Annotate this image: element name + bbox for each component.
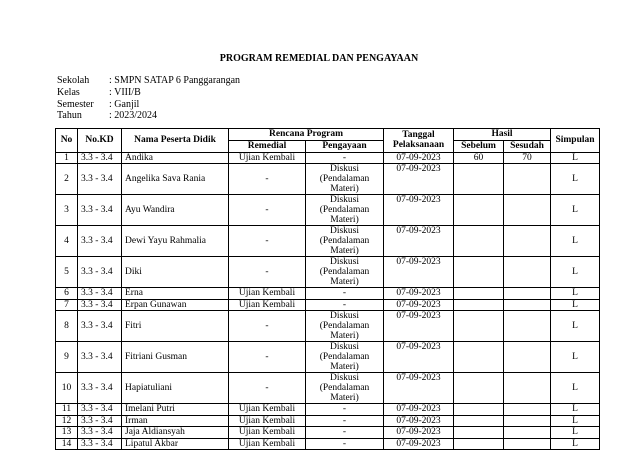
cell-after [504, 427, 551, 439]
cell-date: 07-09-2023 [384, 195, 454, 226]
table-row [56, 404, 600, 416]
header-after: Sesudah [504, 141, 551, 153]
cell-before [454, 404, 504, 416]
info-label: Kelas [57, 86, 80, 98]
cell-date: 07-09-2023 [384, 299, 454, 311]
cell-enrichment: - [306, 438, 384, 450]
cell-remedial: Ujian Kembali [229, 288, 306, 300]
header-kd: No.KD [78, 129, 122, 153]
cell-remedial: - [229, 226, 306, 257]
header-enrichment: Pengayaan [306, 141, 384, 153]
cell-after [504, 438, 551, 450]
cell-after [504, 373, 551, 404]
info-row-class [57, 87, 240, 99]
cell-remedial: - [229, 164, 306, 195]
table-row [56, 299, 600, 311]
cell-no: 6 [56, 288, 78, 300]
cell-name: Hapiatuliani [122, 373, 229, 404]
cell-after [504, 257, 551, 288]
cell-remedial: Ujian Kembali [229, 415, 306, 427]
cell-before [454, 226, 504, 257]
cell-before [454, 311, 504, 342]
cell-no: 11 [56, 404, 78, 416]
cell-kd: 3.3 - 3.4 [78, 311, 122, 342]
cell-conclusion: L [551, 288, 600, 300]
table-row [56, 288, 600, 300]
cell-conclusion: L [551, 152, 600, 164]
cell-remedial: Ujian Kembali [229, 152, 306, 164]
remedial-table [55, 128, 600, 450]
info-label: Sekolah [57, 75, 90, 86]
cell-name: Fitri [122, 311, 229, 342]
cell-enrichment: Diskusi (Pendalaman Materi) [306, 311, 384, 342]
cell-after [504, 311, 551, 342]
table-row [56, 164, 600, 195]
table-row [56, 427, 600, 439]
cell-enrichment: - [306, 299, 384, 311]
cell-no: 13 [56, 427, 78, 439]
cell-enrichment: Diskusi (Pendalaman Materi) [306, 164, 384, 195]
cell-no: 1 [56, 152, 78, 164]
info-row-year [57, 110, 240, 122]
cell-conclusion: L [551, 195, 600, 226]
cell-after [504, 415, 551, 427]
info-value: : SMPN SATAP 6 Panggarangan [109, 75, 241, 86]
cell-before [454, 299, 504, 311]
cell-remedial: - [229, 373, 306, 404]
header-name: Nama Peserta Didik [122, 129, 229, 153]
table-row [56, 415, 600, 427]
cell-conclusion: L [551, 427, 600, 439]
cell-after [504, 404, 551, 416]
cell-enrichment: Diskusi (Pendalaman Materi) [306, 226, 384, 257]
cell-date: 07-09-2023 [384, 404, 454, 416]
cell-date: 07-09-2023 [384, 427, 454, 439]
cell-remedial: - [229, 257, 306, 288]
cell-after [504, 195, 551, 226]
cell-kd: 3.3 - 3.4 [78, 257, 122, 288]
cell-name: Ayu Wandira [122, 195, 229, 226]
cell-after [504, 342, 551, 373]
cell-name: Irman [122, 415, 229, 427]
cell-kd: 3.3 - 3.4 [78, 164, 122, 195]
cell-kd: 3.3 - 3.4 [78, 404, 122, 416]
cell-enrichment: - [306, 415, 384, 427]
table-row [56, 311, 600, 342]
cell-date: 07-09-2023 [384, 152, 454, 164]
cell-before [454, 373, 504, 404]
document-title: PROGRAM REMEDIAL DAN PENGAYAAN [219, 53, 419, 64]
cell-no: 9 [56, 342, 78, 373]
cell-no: 7 [56, 299, 78, 311]
cell-kd: 3.3 - 3.4 [78, 342, 122, 373]
header-date-line1: Tanggal [402, 129, 435, 140]
cell-remedial: Ujian Kembali [229, 404, 306, 416]
cell-remedial: Ujian Kembali [229, 427, 306, 439]
cell-before [454, 342, 504, 373]
info-value: : 2023/2024 [109, 110, 158, 122]
cell-kd: 3.3 - 3.4 [78, 427, 122, 439]
cell-before [454, 257, 504, 288]
header-no: No [56, 129, 78, 153]
school-info [57, 75, 240, 122]
info-row-school [57, 75, 240, 87]
cell-date: 07-09-2023 [384, 164, 454, 195]
cell-conclusion: L [551, 438, 600, 450]
table-row [56, 342, 600, 373]
header-before: Sebelum [454, 141, 504, 153]
table-row [56, 226, 600, 257]
cell-before [454, 164, 504, 195]
cell-after [504, 299, 551, 311]
cell-enrichment: - [306, 288, 384, 300]
cell-kd: 3.3 - 3.4 [78, 152, 122, 164]
cell-before [454, 427, 504, 439]
cell-before [454, 195, 504, 226]
cell-kd: 3.3 - 3.4 [78, 195, 122, 226]
header-date-line2: Pelaksanaan [392, 140, 445, 151]
cell-after [504, 226, 551, 257]
cell-no: 12 [56, 415, 78, 427]
cell-date: 07-09-2023 [384, 415, 454, 427]
cell-conclusion: L [551, 311, 600, 342]
info-value: : VIII/B [109, 86, 141, 98]
table-row [56, 438, 600, 450]
cell-name: Angelika Sava Rania [122, 164, 229, 195]
cell-kd: 3.3 - 3.4 [78, 226, 122, 257]
cell-before [454, 288, 504, 300]
table-row [56, 195, 600, 226]
table-row [56, 373, 600, 404]
cell-remedial: - [229, 195, 306, 226]
cell-enrichment: - [306, 427, 384, 439]
cell-date: 07-09-2023 [384, 226, 454, 257]
cell-enrichment: Diskusi (Pendalaman Materi) [306, 373, 384, 404]
cell-conclusion: L [551, 257, 600, 288]
cell-enrichment: - [306, 404, 384, 416]
info-label: Tahun [57, 110, 82, 122]
cell-date: 07-09-2023 [384, 311, 454, 342]
cell-remedial: Ujian Kembali [229, 438, 306, 450]
cell-no: 5 [56, 257, 78, 288]
cell-name: Dewi Yayu Rahmalia [122, 226, 229, 257]
table-row [56, 152, 600, 164]
cell-conclusion: L [551, 164, 600, 195]
cell-name: Andika [122, 152, 229, 164]
cell-conclusion: L [551, 373, 600, 404]
cell-conclusion: L [551, 299, 600, 311]
cell-enrichment: Diskusi (Pendalaman Materi) [306, 195, 384, 226]
cell-date: 07-09-2023 [384, 373, 454, 404]
cell-date: 07-09-2023 [384, 257, 454, 288]
cell-no: 4 [56, 226, 78, 257]
cell-no: 10 [56, 373, 78, 404]
cell-no: 2 [56, 164, 78, 195]
cell-after [504, 164, 551, 195]
cell-no: 8 [56, 311, 78, 342]
cell-before [454, 415, 504, 427]
cell-conclusion: L [551, 404, 600, 416]
cell-enrichment: Diskusi (Pendalaman Materi) [306, 342, 384, 373]
info-label: Semester [57, 98, 94, 110]
cell-name: Diki [122, 257, 229, 288]
cell-remedial: Ujian Kembali [229, 299, 306, 311]
cell-name: Imelani Putri [122, 404, 229, 416]
cell-date: 07-09-2023 [384, 438, 454, 450]
header-remedial: Remedial [229, 141, 306, 153]
cell-name: Jaja Aldiansyah [122, 427, 229, 439]
cell-no: 14 [56, 438, 78, 450]
cell-conclusion: L [551, 415, 600, 427]
cell-date: 07-09-2023 [384, 342, 454, 373]
cell-kd: 3.3 - 3.4 [78, 288, 122, 300]
header-date [384, 129, 454, 153]
cell-enrichment: Diskusi (Pendalaman Materi) [306, 257, 384, 288]
cell-no: 3 [56, 195, 78, 226]
cell-name: Erna [122, 288, 229, 300]
cell-remedial: - [229, 342, 306, 373]
table-row [56, 257, 600, 288]
cell-enrichment: - [306, 152, 384, 164]
info-value: : Ganjil [109, 98, 140, 110]
cell-name: Fitriani Gusman [122, 342, 229, 373]
cell-after [504, 288, 551, 300]
cell-before [454, 438, 504, 450]
cell-kd: 3.3 - 3.4 [78, 438, 122, 450]
cell-remedial: - [229, 311, 306, 342]
cell-before: 60 [454, 152, 504, 164]
cell-kd: 3.3 - 3.4 [78, 373, 122, 404]
header-conclusion: Simpulan [551, 129, 600, 153]
cell-conclusion: L [551, 226, 600, 257]
cell-after: 70 [504, 152, 551, 164]
cell-date: 07-09-2023 [384, 288, 454, 300]
cell-name: Erpan Gunawan [122, 299, 229, 311]
cell-kd: 3.3 - 3.4 [78, 415, 122, 427]
info-row-semester [57, 99, 240, 111]
cell-name: Lipatul Akbar [122, 438, 229, 450]
cell-conclusion: L [551, 342, 600, 373]
cell-kd: 3.3 - 3.4 [78, 299, 122, 311]
header-plan: Rencana Program [229, 129, 384, 141]
header-result: Hasil [454, 129, 551, 141]
